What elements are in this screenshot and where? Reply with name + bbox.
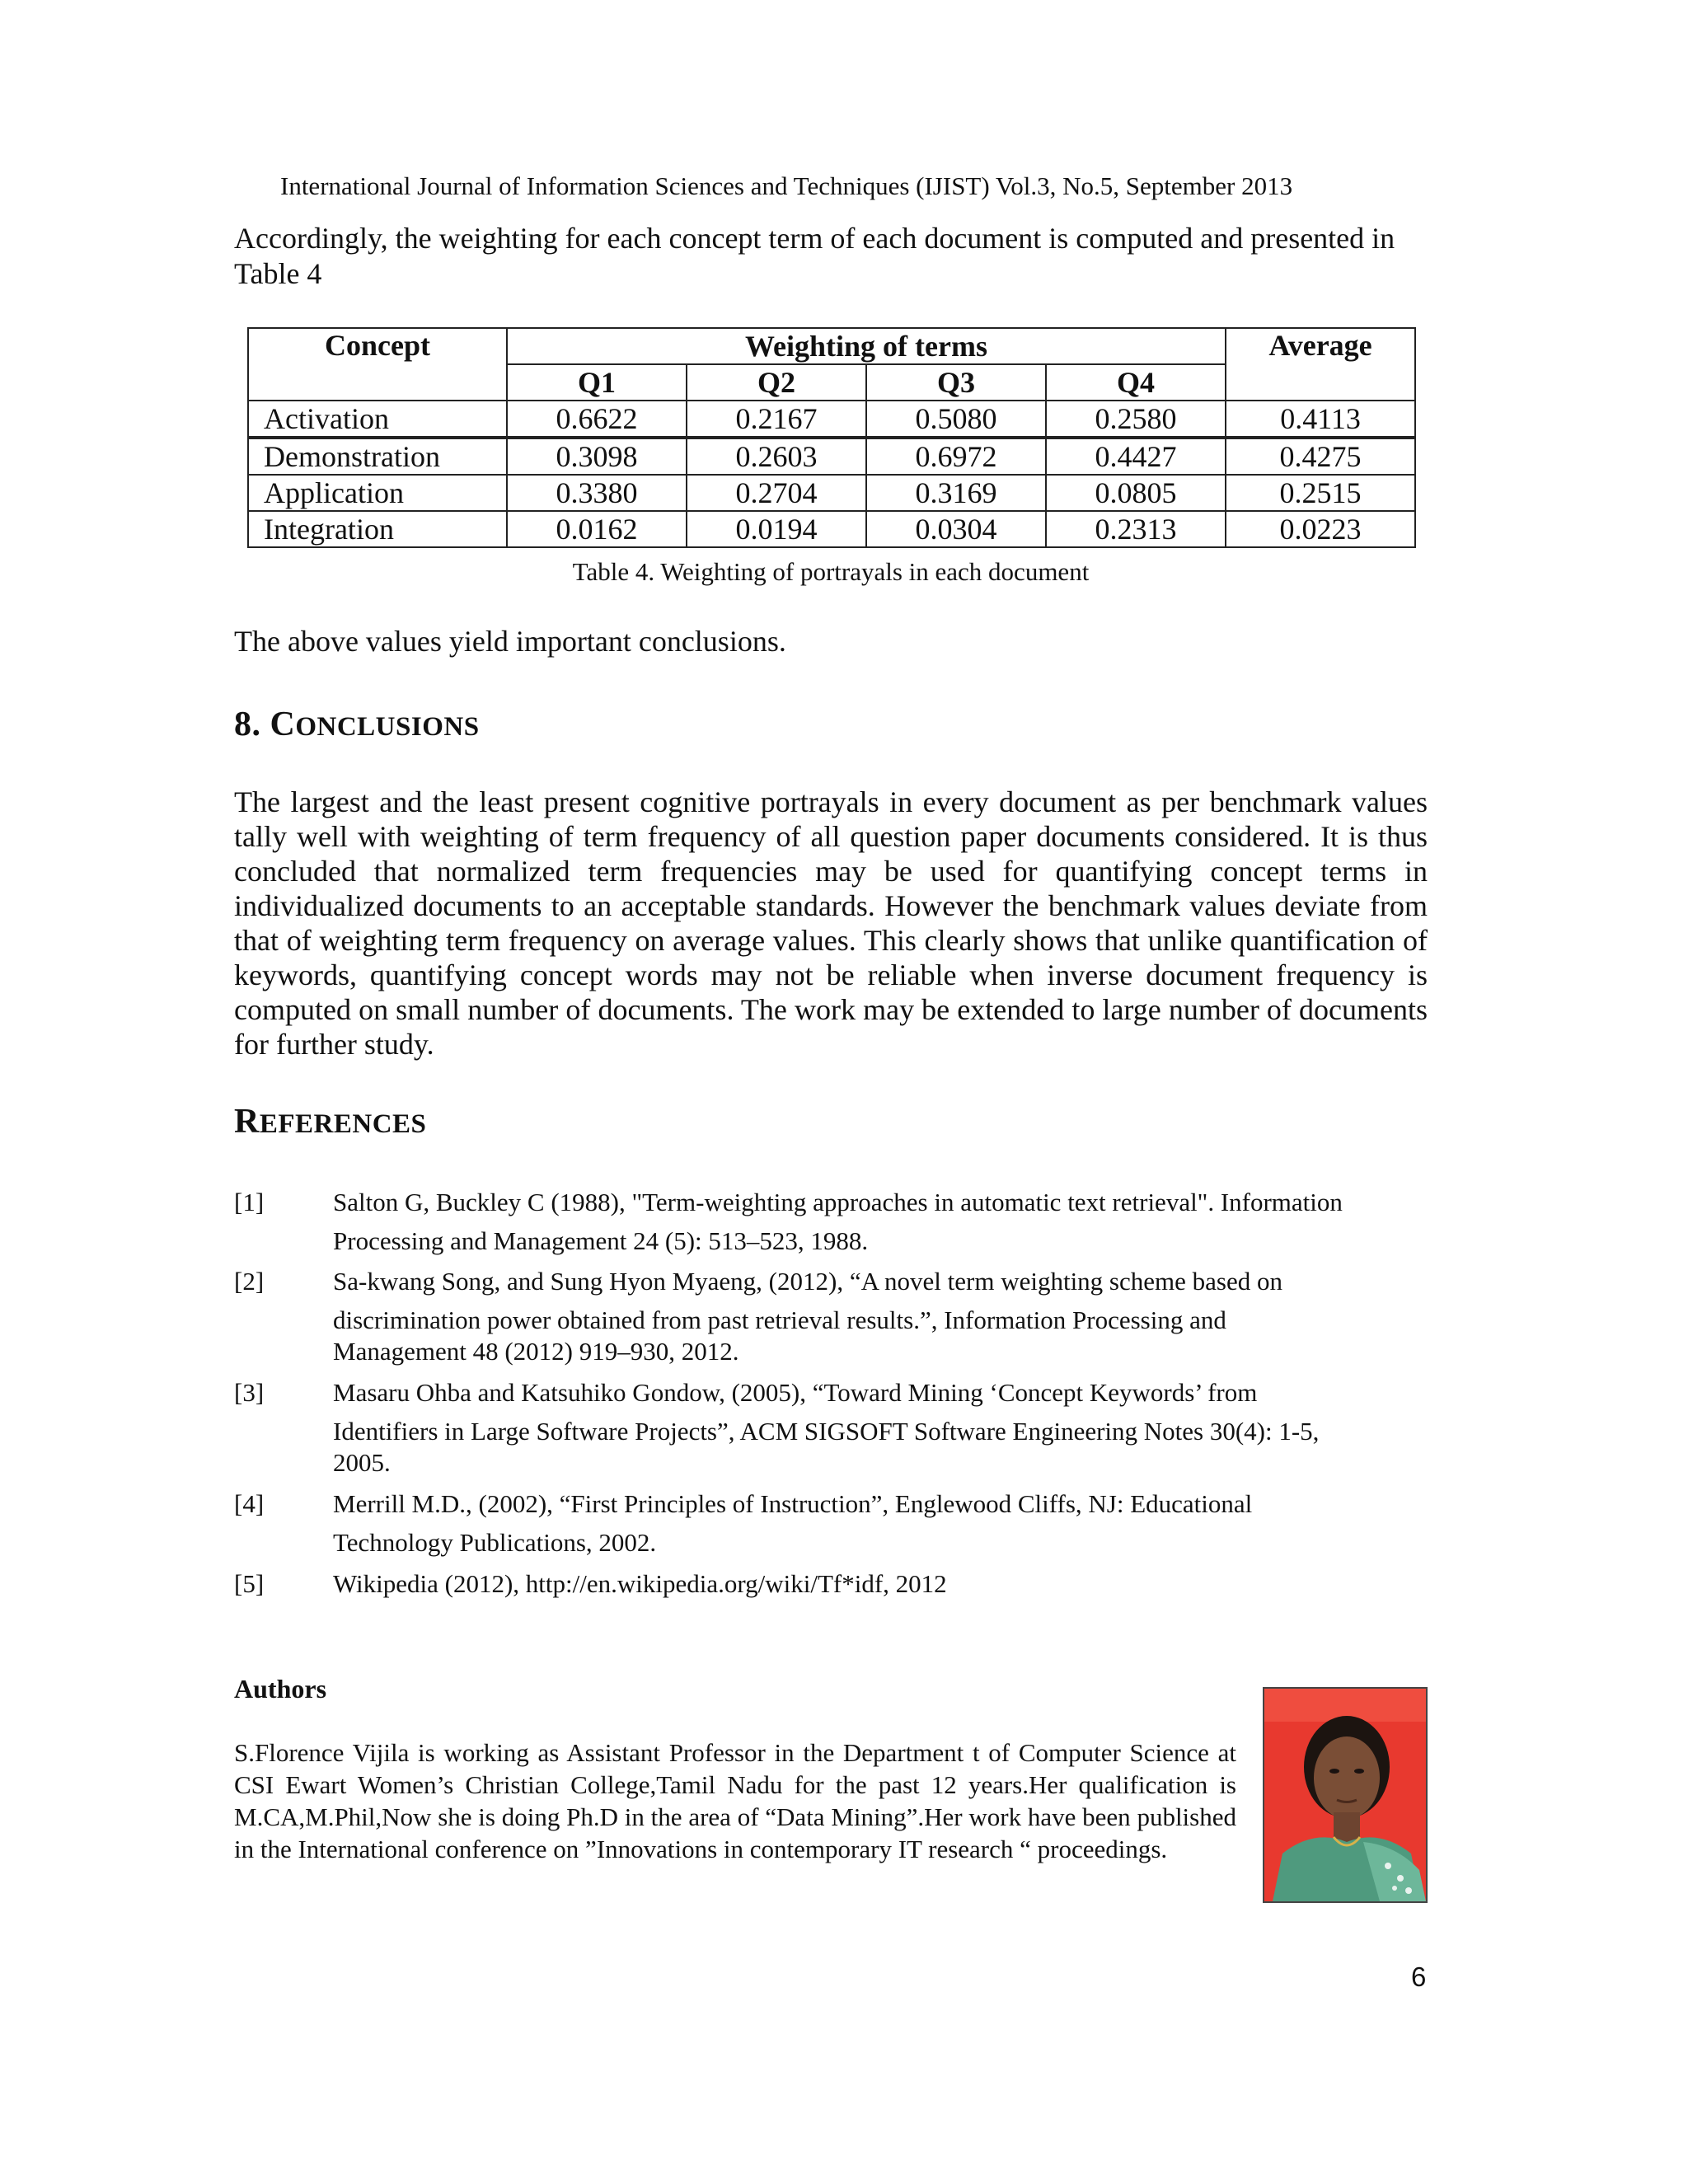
average-cell: 0.4275 xyxy=(1226,438,1415,475)
table-row xyxy=(248,401,1415,438)
value-cell: 0.2704 xyxy=(687,475,866,511)
value-cell: 0.0805 xyxy=(1046,475,1226,511)
table-row xyxy=(248,438,1415,475)
reference-line: discrimination power obtained from past retrieval results.”, Information Processing and xyxy=(333,1305,1226,1334)
table-row xyxy=(248,475,1415,511)
average-cell: 0.0223 xyxy=(1226,511,1415,547)
author-bio: S.Florence Vijila is working as Assistant Professor in the Department t of Computer Science at CSI Ewart Women’s Christian College,Tamil Nadu for the past 12 years.Her qualification is M.CA,M.Phil,Now she is doing Ph.D in the area of “Data Mining”.Her work have been published in the International conference on ”Innovations in contemporary IT research “ proceedings. xyxy=(234,1738,1236,1863)
references-heading-first: R xyxy=(234,1103,260,1141)
value-cell: 0.2167 xyxy=(687,401,866,438)
author-photo xyxy=(1263,1687,1428,1903)
conclusions-paragraph: The largest and the least present cognitive portrayals in every document as per benchmark values tally well with weighting of term frequency of all question paper documents considered. It is thus concluded that normalized term frequencies may be used for quantifying concept terms in individualized documents to an acceptable standards. However the benchmark values deviate from that of weighting term frequency on average values. This clearly shows that unlike quantification of keywords, quantifying concept words may not be reliable when inverse document frequency is computed on small number of documents. The work may be extended to large number of documents for further study. xyxy=(234,785,1428,1061)
header-weighting-of-terms: Weighting of terms xyxy=(507,328,1226,364)
header-q4: Q4 xyxy=(1046,364,1226,401)
weights-table xyxy=(247,327,1416,548)
header-q2: Q2 xyxy=(687,364,866,401)
reference-number: [5] xyxy=(234,1569,265,1598)
value-cell: 0.6622 xyxy=(507,401,687,438)
table-row xyxy=(248,511,1415,547)
value-cell: 0.4427 xyxy=(1046,438,1226,475)
running-header: International Journal of Information Sciences and Techniques (IJIST) Vol.3, No.5, September 2013 xyxy=(280,171,1293,200)
conclusions-heading-rest: ONCLUSIONS xyxy=(295,712,480,742)
value-cell: 0.5080 xyxy=(866,401,1046,438)
reference-line: Masaru Ohba and Katsuhiko Gondow, (2005), “Toward Mining ‘Concept Keywords’ from xyxy=(333,1378,1258,1407)
reference-line: 2005. xyxy=(333,1448,391,1477)
references-heading xyxy=(234,1102,426,1141)
reference-line: Wikipedia (2012), http://en.wikipedia.org/wiki/Tf*idf, 2012 xyxy=(333,1569,947,1598)
header-q1: Q1 xyxy=(507,364,687,401)
value-cell: 0.3169 xyxy=(866,475,1046,511)
header-concept: Concept xyxy=(248,328,507,401)
table-header-row xyxy=(248,328,1415,364)
conclusions-heading-number: 8. C xyxy=(234,705,296,743)
after-table-text: The above values yield important conclusions. xyxy=(234,625,786,658)
intro-paragraph: Accordingly, the weighting for each concept term of each document is computed and presented in Table 4 xyxy=(234,222,1395,290)
conclusions-heading xyxy=(234,705,480,744)
reference-line: Salton G, Buckley C (1988), "Term-weighting approaches in automatic text retrieval". Information xyxy=(333,1188,1343,1216)
header-q3: Q3 xyxy=(866,364,1046,401)
author-portrait-image xyxy=(1264,1689,1426,1901)
reference-line: Management 48 (2012) 919–930, 2012. xyxy=(333,1337,739,1366)
reference-number: [3] xyxy=(234,1378,265,1407)
value-cell: 0.0304 xyxy=(866,511,1046,547)
authors-heading: Authors xyxy=(234,1674,327,1704)
reference-line: Identifiers in Large Software Projects”, ACM SIGSOFT Software Engineering Notes 30(4): 1-5, xyxy=(333,1417,1320,1446)
table-caption: Table 4. Weighting of portrayals in each document xyxy=(572,557,1090,586)
concept-cell: Application xyxy=(248,475,507,511)
reference-text xyxy=(333,1377,1429,1479)
value-cell: 0.2603 xyxy=(687,438,866,475)
concept-cell: Integration xyxy=(248,511,507,547)
reference-line: Merrill M.D., (2002), “First Principles of Instruction”, Englewood Cliffs, NJ: Educational xyxy=(333,1489,1253,1518)
reference-text xyxy=(333,1187,1429,1257)
value-cell: 0.2580 xyxy=(1046,401,1226,438)
reference-text xyxy=(333,1266,1429,1367)
reference-line: Technology Publications, 2002. xyxy=(333,1528,657,1557)
value-cell: 0.2313 xyxy=(1046,511,1226,547)
concept-cell: Demonstration xyxy=(248,438,507,475)
header-average: Average xyxy=(1226,328,1415,401)
page-number: 6 xyxy=(1411,1961,1427,1992)
reference-line: Sa-kwang Song, and Sung Hyon Myaeng, (2012), “A novel term weighting scheme based on xyxy=(333,1267,1282,1296)
reference-line: Processing and Management 24 (5): 513–523, 1988. xyxy=(333,1226,869,1255)
value-cell: 0.0162 xyxy=(507,511,687,547)
references-heading-rest: EFERENCES xyxy=(259,1109,427,1139)
reference-number: [1] xyxy=(234,1188,265,1216)
reference-number: [2] xyxy=(234,1267,265,1296)
value-cell: 0.3098 xyxy=(507,438,687,475)
reference-text xyxy=(333,1488,1429,1558)
value-cell: 0.3380 xyxy=(507,475,687,511)
value-cell: 0.6972 xyxy=(866,438,1046,475)
reference-text xyxy=(333,1568,1429,1600)
value-cell: 0.0194 xyxy=(687,511,866,547)
concept-cell: Activation xyxy=(248,401,507,438)
average-cell: 0.4113 xyxy=(1226,401,1415,438)
average-cell: 0.2515 xyxy=(1226,475,1415,511)
reference-number: [4] xyxy=(234,1489,265,1518)
